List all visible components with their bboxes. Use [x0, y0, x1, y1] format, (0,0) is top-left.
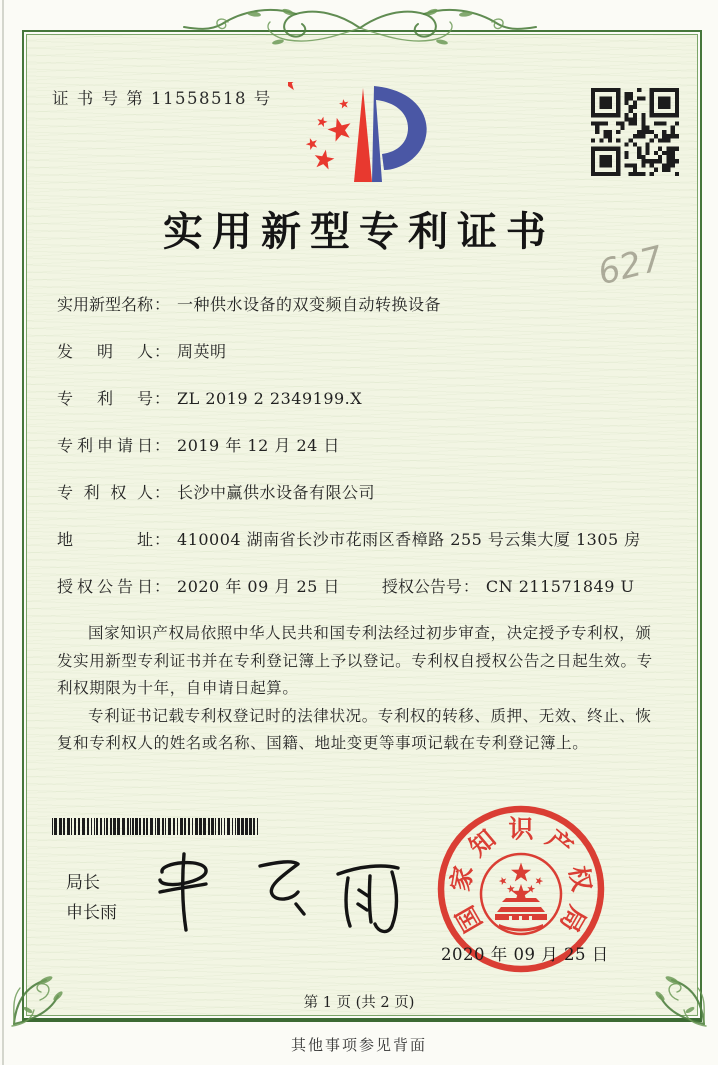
field-row-address: 地址： 410004 湖南省长沙市花雨区香樟路 255 号云集大厦 1305 房 — [57, 530, 641, 549]
cnipa-logo-icon — [288, 82, 438, 190]
legal-text — [57, 620, 663, 758]
signer-block — [66, 868, 117, 928]
field-label: 专利号 — [57, 389, 153, 408]
national-emblem-icon — [481, 854, 561, 934]
certificate-title: 实用新型专利证书 — [163, 208, 555, 255]
field-row-inventor: 发明人： 周英明 — [57, 342, 227, 361]
logo-stars — [288, 82, 354, 170]
field-value: 2020 年 09 月 25 日 — [177, 577, 340, 596]
field-row-grant-date-and-number: 授权公告日： 2020 年 09 月 25 日 授权公告号： CN 211571849 U — [57, 577, 635, 596]
field-label: 授权公告日 — [57, 577, 153, 596]
seal-date: 2020 年 09 月 25 日 — [441, 945, 609, 964]
svg-text:家: 家 — [445, 863, 479, 894]
bottom-right-floral-ornament-icon — [640, 966, 712, 1028]
field-label: 专利申请日 — [57, 436, 153, 455]
certificate-number: 证 书 号 第 11558518 号 — [52, 89, 272, 108]
field-label: 发明人 — [57, 342, 153, 361]
svg-text:国: 国 — [450, 900, 488, 938]
field-row-utility-model-name: 实用新型名称： 一种供水设备的双变频自动转换设备 — [57, 295, 442, 314]
field-label: 授权公告号 — [381, 577, 462, 596]
svg-text:产: 产 — [540, 823, 579, 863]
signer-name: 申长雨 — [66, 903, 117, 923]
top-floral-ornament-icon — [180, 0, 540, 56]
signature-handwriting — [140, 842, 410, 942]
field-value: 410004 湖南省长沙市花雨区香樟路 255 号云集大厦 1305 房 — [177, 530, 641, 549]
bottom-left-floral-ornament-icon — [6, 966, 78, 1028]
field-value: CN 211571849 U — [485, 577, 635, 596]
certificate-fields — [57, 294, 672, 623]
svg-text:知: 知 — [463, 823, 502, 863]
grant-number-pair: 授权公告号： CN 211571849 U — [381, 577, 635, 596]
barcode — [52, 818, 262, 835]
svg-text:局: 局 — [554, 900, 592, 938]
field-row-patentee: 专利权人： 长沙中赢供水设备有限公司 — [57, 483, 376, 502]
handwritten-mark: 627 — [594, 238, 667, 294]
field-label: 地址 — [57, 530, 153, 549]
qr-code — [591, 88, 679, 176]
back-side-note: 其他事项参见背面 — [290, 1036, 427, 1054]
field-value: 长沙中赢供水设备有限公司 — [177, 483, 376, 502]
field-value: ZL 2019 2 2349199.X — [177, 389, 363, 408]
field-value: 周英明 — [177, 342, 227, 361]
legal-paragraph-2: 专利证书记载专利权登记时的法律状况。专利权的转移、质押、无效、终止、恢复和专利权人的姓名或名称、国籍、地址变更等事项记载在专利登记簿上。 — [57, 706, 652, 752]
svg-text:识: 识 — [508, 814, 534, 844]
field-value: 2019 年 12 月 24 日 — [177, 436, 340, 455]
field-label: 实用新型名称 — [57, 295, 154, 314]
field-row-filing-date: 专利申请日： 2019 年 12 月 24 日 — [57, 436, 340, 455]
field-value: 一种供水设备的双变频自动转换设备 — [177, 295, 442, 314]
field-label: 专利权人 — [57, 483, 153, 502]
legal-paragraph-1: 国家知识产权局依照中华人民共和国专利法经过初步审查，决定授予专利权，颁发实用新型专利证书并在专利登记簿上予以登记。专利权自授权公告之日起生效。专利权期限为十年，自申请日起算。 — [57, 624, 653, 697]
page-number: 第 1 页 (共 2 页) — [303, 995, 415, 1011]
svg-text:权: 权 — [563, 863, 597, 894]
field-row-patent-number: 专利号： ZL 2019 2 2349199.X — [57, 389, 363, 408]
signer-title: 局长 — [66, 873, 100, 893]
